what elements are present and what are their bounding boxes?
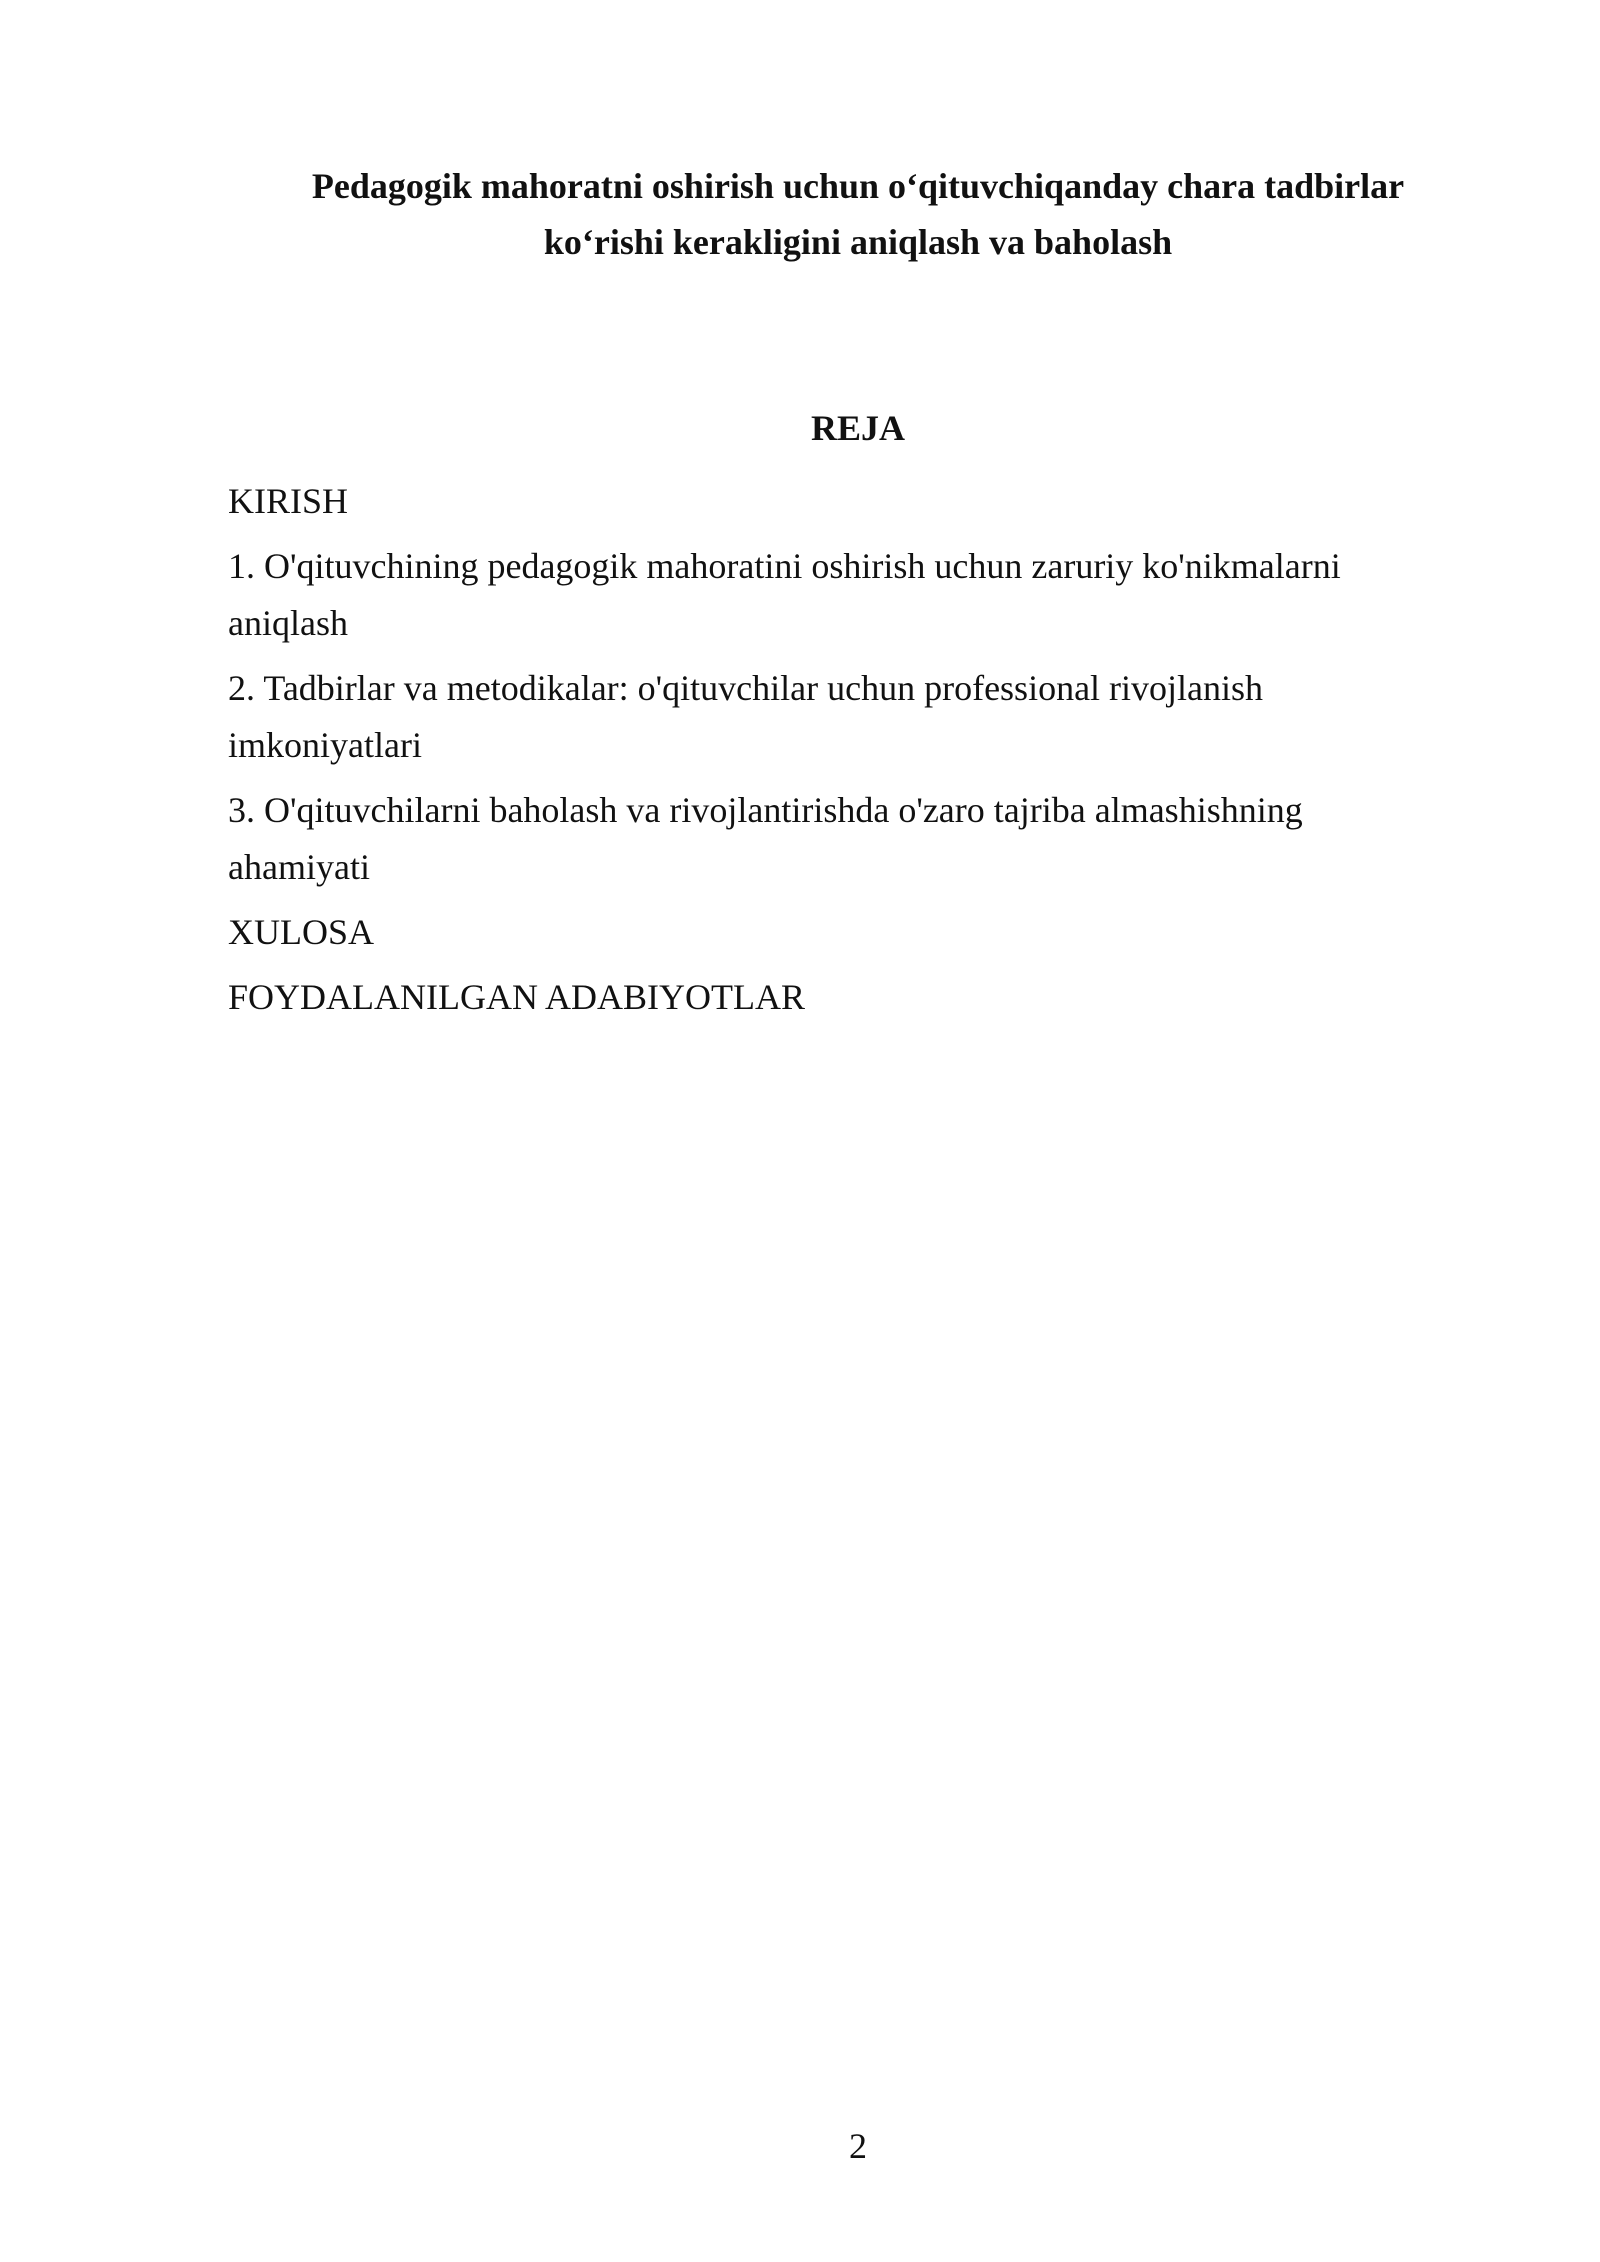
plan-item-2: 2. Tadbirlar va metodikalar: o'qituvchilar uchun professional rivojlanish imkoniyatlari (228, 668, 1264, 765)
plan-list (228, 473, 1408, 1034)
plan-item-1: 1. O'qituvchining pedagogik mahoratini oshirish uchun zaruriy ko'nikmalarni aniqlash (228, 546, 1341, 643)
document-title (228, 158, 1488, 270)
plan-item-conclusion: XULOSA (228, 912, 375, 952)
title-line-2: ko‘rishi kerakligini aniqlash va baholash (543, 222, 1173, 262)
plan-item-references: FOYDALANILGAN ADABIYOTLAR (228, 977, 805, 1017)
title-line-1: Pedagogik mahoratni oshirish uchun o‘qituvchiqanday chara tadbirlar (311, 166, 1405, 206)
plan-item-introduction: KIRISH (228, 481, 349, 521)
plan-heading: REJA (810, 408, 905, 448)
page-number: 2 (849, 2126, 867, 2166)
plan-item-3: 3. O'qituvchilarni baholash va rivojlantirishda o'zaro tajriba almashishning ahamiyati (228, 790, 1303, 887)
